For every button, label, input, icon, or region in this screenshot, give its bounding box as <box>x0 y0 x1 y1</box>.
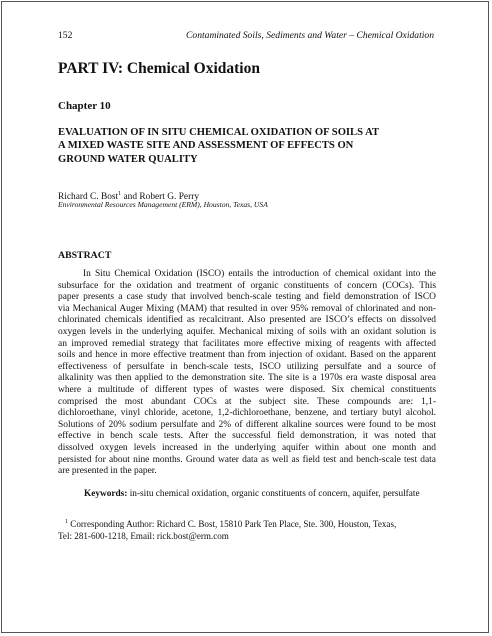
paper-title-line: EVALUATION OF IN SITU CHEMICAL OXIDATION OF SOILS AT <box>58 127 380 138</box>
footnote-mark: 1 <box>65 519 68 525</box>
keywords-label: Keywords: <box>84 489 128 499</box>
paper-title-line: GROUND WATER QUALITY <box>58 153 198 165</box>
book-title: Contaminated Soils, Sediments and Water – Chemical Oxidation <box>186 30 434 41</box>
abstract-line: chlorinated chemicals identified as recalcitrant. Also presented are ISCO’s effects on dissolved <box>58 315 436 326</box>
abstract-line: paper presents a case study that involved bench-scale testing and field demonstration of ISCO <box>58 292 436 303</box>
abstract-line: an improved remedial strategy that facilitates more effective mixing of reagents with affected <box>58 338 436 349</box>
abstract-line: In Situ Chemical Oxidation (ISCO) entails the introduction of chemical oxidant into the <box>83 269 436 279</box>
abstract-line: Solutions of 20% sodium persulfate and 2% of different alkaline sources were found to be most <box>58 419 436 430</box>
paper-title-line: A MIXED WASTE SITE AND ASSESSMENT OF EFFECTS ON <box>58 140 354 152</box>
affiliation: Environmental Resources Management (ERM), Houston, Texas, USA <box>58 200 268 209</box>
abstract-line: via Mechanical Auger Mixing (MAM) that resulted in over 95% removal of chlorinated and non- <box>58 303 436 314</box>
abstract-line: dissolved oxygen levels increased in the underlying aquifer within about one month and <box>58 442 436 453</box>
footnote-text: Corresponding Author: Richard C. Bost, 15810 Park Ten Place, Ste. 300, Houston, Texas, <box>68 519 397 530</box>
chapter-label: Chapter 10 <box>58 100 111 112</box>
abstract-line: soils and hence in more effective treatment than from injection of oxidant. Based on the apparent <box>58 350 436 361</box>
footnote-line <box>58 517 436 531</box>
footnote-mark: 1 <box>118 191 122 197</box>
abstract-body <box>58 269 436 478</box>
coauthor-name: and Robert G. Perry <box>121 192 200 203</box>
footnote-contact: Tel: 281-600-1218, Email: rick.bost@erm.com <box>58 530 229 541</box>
abstract-line: effectiveness of persulfate in bench-scale tests, ISCO utilizing persulfate and a source of <box>58 361 436 372</box>
keywords <box>84 488 420 500</box>
paper-title <box>58 126 448 166</box>
abstract-heading: ABSTRACT <box>58 250 112 261</box>
abstract-line: comprised the most abundant COCs at the subject site. These compounds are: 1,1- <box>58 396 436 407</box>
abstract-line: alkalinity was then applied to the demonstration site. The site is a 1970s era waste disposal area <box>58 373 436 384</box>
abstract-line: subsurface for the oxidation and treatment of organic constituents of concern (COCs). This <box>58 280 436 291</box>
abstract-line: dichloroethane, vinyl chloride, acetone, 1,2-dichloroethane, benzene, and tertiary butyl alcohol. <box>58 408 436 419</box>
abstract-line: where a multitude of different types of wastes were disposed. Six chemical constituents <box>58 384 436 395</box>
abstract-line: persisted for about nine months. Ground water data as well as field test and bench-scale test data <box>58 454 436 465</box>
abstract-line: effective in bench scale tests. After the successful field demonstration, it was noted that <box>58 431 436 442</box>
footnote <box>58 517 436 542</box>
part-title: PART IV: Chemical Oxidation <box>58 60 260 77</box>
page-number: 152 <box>58 30 73 41</box>
abstract-line: oxygen levels in the underlying aquifer. Mechanical mixing of soils with an oxidant solution is <box>58 326 436 337</box>
keywords-text: in-situ chemical oxidation, organic constituents of concern, aquifer, persulfate <box>127 489 420 499</box>
abstract-line: are presented in the paper. <box>58 466 157 477</box>
author-name: Richard C. Bost <box>58 192 119 203</box>
